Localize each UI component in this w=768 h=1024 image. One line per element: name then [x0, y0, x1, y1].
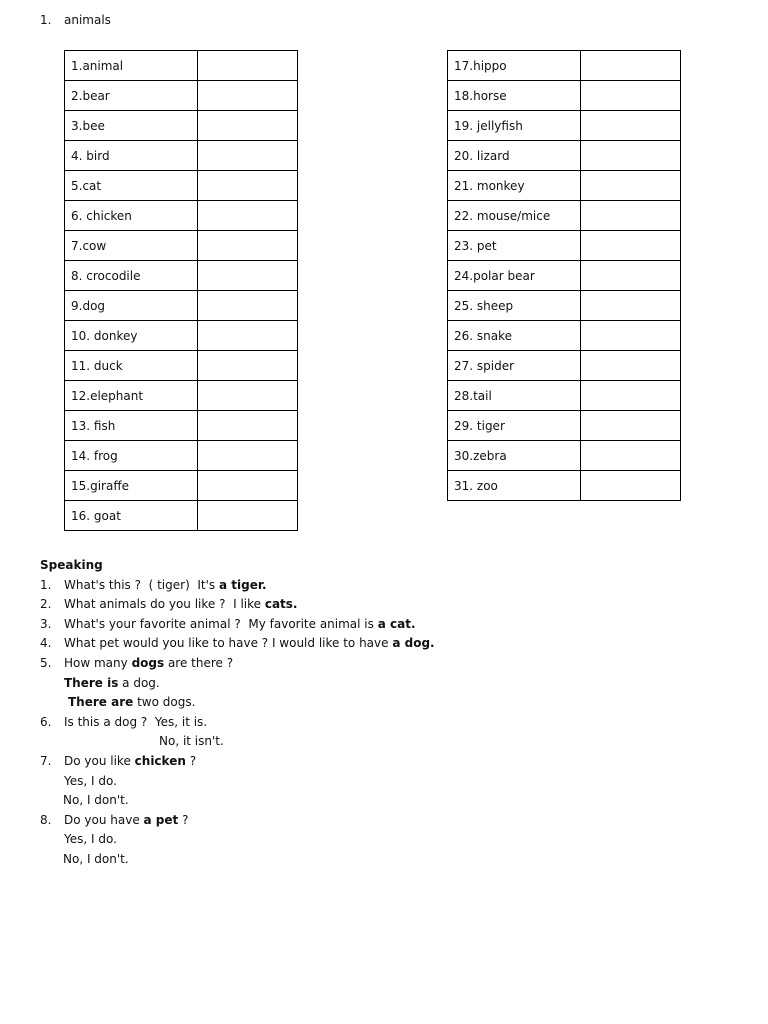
line-number: 1.	[40, 577, 52, 592]
vocab-answer-cell[interactable]	[198, 231, 298, 261]
vocab-answer-cell[interactable]	[581, 471, 681, 501]
section-number: 1.	[40, 13, 52, 27]
vocab-word: 8. crocodile	[65, 261, 198, 291]
vocab-word: 5.cat	[65, 171, 198, 201]
speaking-line	[40, 831, 740, 851]
bold-phrase: a tiger.	[219, 577, 267, 592]
vocab-word: 27. spider	[448, 351, 581, 381]
vocab-word: 17.hippo	[448, 51, 581, 81]
vocab-row	[65, 261, 298, 291]
vocab-answer-cell[interactable]	[198, 441, 298, 471]
vocab-word: 22. mouse/mice	[448, 201, 581, 231]
speaking-title: Speaking	[40, 558, 103, 572]
speaking-line	[40, 792, 740, 812]
speaking-line	[40, 694, 740, 714]
vocab-row	[65, 441, 298, 471]
vocab-word: 1.animal	[65, 51, 198, 81]
vocab-answer-cell[interactable]	[581, 351, 681, 381]
vocab-answer-cell[interactable]	[581, 411, 681, 441]
speaking-line	[40, 753, 740, 773]
vocab-word: 7.cow	[65, 231, 198, 261]
vocab-word: 30.zebra	[448, 441, 581, 471]
vocab-row	[448, 291, 681, 321]
line-text: What's your favorite animal ? My favorite animal is	[64, 616, 378, 631]
section-heading	[40, 12, 111, 28]
vocab-row	[448, 201, 681, 231]
vocab-row	[448, 471, 681, 501]
vocab-word: 10. donkey	[65, 321, 198, 351]
vocab-row	[65, 51, 298, 81]
vocab-answer-cell[interactable]	[198, 501, 298, 531]
section-title: animals	[64, 13, 111, 27]
vocab-word: 29. tiger	[448, 411, 581, 441]
line-text: Yes, I do.	[64, 832, 117, 847]
line-text: two dogs.	[133, 695, 196, 710]
line-text: Yes, I do.	[64, 773, 117, 788]
line-number: 3.	[40, 616, 52, 631]
vocab-word: 23. pet	[448, 231, 581, 261]
bold-phrase: chicken	[134, 753, 186, 768]
speaking-line	[40, 655, 740, 675]
vocab-row	[65, 471, 298, 501]
line-text: No, I don't.	[63, 851, 129, 866]
vocab-answer-cell[interactable]	[198, 291, 298, 321]
bold-phrase: a dog.	[392, 636, 435, 651]
bold-phrase: cats.	[264, 597, 298, 612]
vocab-answer-cell[interactable]	[581, 231, 681, 261]
line-number: 8.	[40, 812, 52, 827]
speaking-line	[40, 596, 740, 616]
vocab-answer-cell[interactable]	[581, 171, 681, 201]
vocab-word: 25. sheep	[448, 291, 581, 321]
vocab-word: 3.bee	[65, 111, 198, 141]
line-text: Is this a dog ? Yes, it is.	[64, 714, 208, 729]
vocab-word: 2.bear	[65, 81, 198, 111]
vocab-row	[65, 81, 298, 111]
vocab-word: 9.dog	[65, 291, 198, 321]
vocab-row	[65, 141, 298, 171]
line-text: No, it isn't.	[159, 734, 224, 749]
line-text: What animals do you like ? I like	[64, 597, 265, 612]
vocab-row	[65, 321, 298, 351]
vocab-word: 4. bird	[65, 141, 198, 171]
vocab-word: 6. chicken	[65, 201, 198, 231]
bold-phrase: There are	[68, 695, 134, 710]
vocab-word: 12.elephant	[65, 381, 198, 411]
line-number: 4.	[40, 636, 52, 651]
line-number: 6.	[40, 714, 52, 729]
line-text: a dog.	[118, 675, 160, 690]
vocab-word: 19. jellyfish	[448, 111, 581, 141]
speaking-line	[40, 635, 740, 655]
vocab-row	[448, 351, 681, 381]
vocab-answer-cell[interactable]	[581, 111, 681, 141]
vocab-row	[448, 441, 681, 471]
vocab-row	[448, 111, 681, 141]
vocab-answer-cell[interactable]	[581, 441, 681, 471]
speaking-lines	[40, 577, 740, 871]
vocab-row	[448, 231, 681, 261]
line-number: 2.	[40, 597, 52, 612]
vocab-answer-cell[interactable]	[198, 321, 298, 351]
vocab-answer-cell[interactable]	[198, 201, 298, 231]
speaking-line	[40, 577, 740, 597]
vocab-word: 15.giraffe	[65, 471, 198, 501]
line-text: What's this ? ( tiger) It's	[64, 577, 219, 592]
vocab-word: 21. monkey	[448, 171, 581, 201]
vocab-answer-cell[interactable]	[198, 111, 298, 141]
vocab-row	[448, 261, 681, 291]
vocab-row	[448, 51, 681, 81]
vocab-answer-cell[interactable]	[581, 81, 681, 111]
vocab-row	[448, 171, 681, 201]
vocab-row	[65, 381, 298, 411]
speaking-section	[40, 557, 740, 871]
vocab-word: 26. snake	[448, 321, 581, 351]
vocab-word: 16. goat	[65, 501, 198, 531]
vocab-answer-cell[interactable]	[581, 291, 681, 321]
speaking-line	[40, 675, 740, 695]
bold-phrase: There is	[64, 675, 119, 690]
vocab-word: 31. zoo	[448, 471, 581, 501]
vocab-row	[448, 141, 681, 171]
vocab-answer-cell[interactable]	[198, 411, 298, 441]
vocab-answer-cell[interactable]	[198, 141, 298, 171]
vocab-answer-cell[interactable]	[198, 51, 298, 81]
vocab-answer-cell[interactable]	[581, 51, 681, 81]
line-text: No, I don't.	[63, 793, 129, 808]
vocab-word: 28.tail	[448, 381, 581, 411]
line-text: What pet would you like to have ? I would like to have	[64, 636, 393, 651]
vocab-row	[448, 381, 681, 411]
speaking-line	[40, 733, 740, 753]
bold-phrase: a cat.	[377, 616, 416, 631]
vocab-row	[65, 231, 298, 261]
vocab-answer-cell[interactable]	[581, 201, 681, 231]
line-text: are there ?	[164, 655, 234, 670]
speaking-line	[40, 714, 740, 734]
line-number: 5.	[40, 655, 52, 670]
line-number: 7.	[40, 753, 52, 768]
vocab-answer-cell[interactable]	[198, 81, 298, 111]
vocab-row	[65, 111, 298, 141]
vocab-answer-cell[interactable]	[198, 471, 298, 501]
vocab-answer-cell[interactable]	[198, 381, 298, 411]
bold-phrase: a pet	[143, 812, 179, 827]
vocab-answer-cell[interactable]	[581, 261, 681, 291]
bold-phrase: dogs	[131, 655, 165, 670]
line-text: ?	[185, 753, 197, 768]
vocab-row	[448, 411, 681, 441]
vocab-word: 13. fish	[65, 411, 198, 441]
vocab-row	[65, 501, 298, 531]
vocab-answer-cell[interactable]	[581, 141, 681, 171]
vocabulary-table-left	[64, 50, 298, 531]
vocab-word: 18.horse	[448, 81, 581, 111]
vocab-row	[65, 351, 298, 381]
vocabulary-table-right	[447, 50, 681, 501]
speaking-line	[40, 851, 740, 871]
vocab-answer-cell[interactable]	[198, 171, 298, 201]
speaking-line	[40, 773, 740, 793]
vocab-word: 20. lizard	[448, 141, 581, 171]
line-text: ?	[178, 812, 189, 827]
vocab-word: 14. frog	[65, 441, 198, 471]
vocab-row	[65, 411, 298, 441]
speaking-line	[40, 812, 740, 832]
vocab-row	[448, 321, 681, 351]
vocab-answer-cell[interactable]	[581, 321, 681, 351]
speaking-line	[40, 616, 740, 636]
vocab-answer-cell[interactable]	[198, 351, 298, 381]
vocab-row	[65, 291, 298, 321]
line-text: Do you like	[64, 753, 135, 768]
vocab-row	[65, 171, 298, 201]
vocab-answer-cell[interactable]	[581, 381, 681, 411]
vocab-row	[448, 81, 681, 111]
vocab-word: 11. duck	[65, 351, 198, 381]
line-text: Do you have	[64, 812, 144, 827]
vocab-answer-cell[interactable]	[198, 261, 298, 291]
vocab-row	[65, 201, 298, 231]
vocab-word: 24.polar bear	[448, 261, 581, 291]
line-text: How many	[64, 655, 132, 670]
